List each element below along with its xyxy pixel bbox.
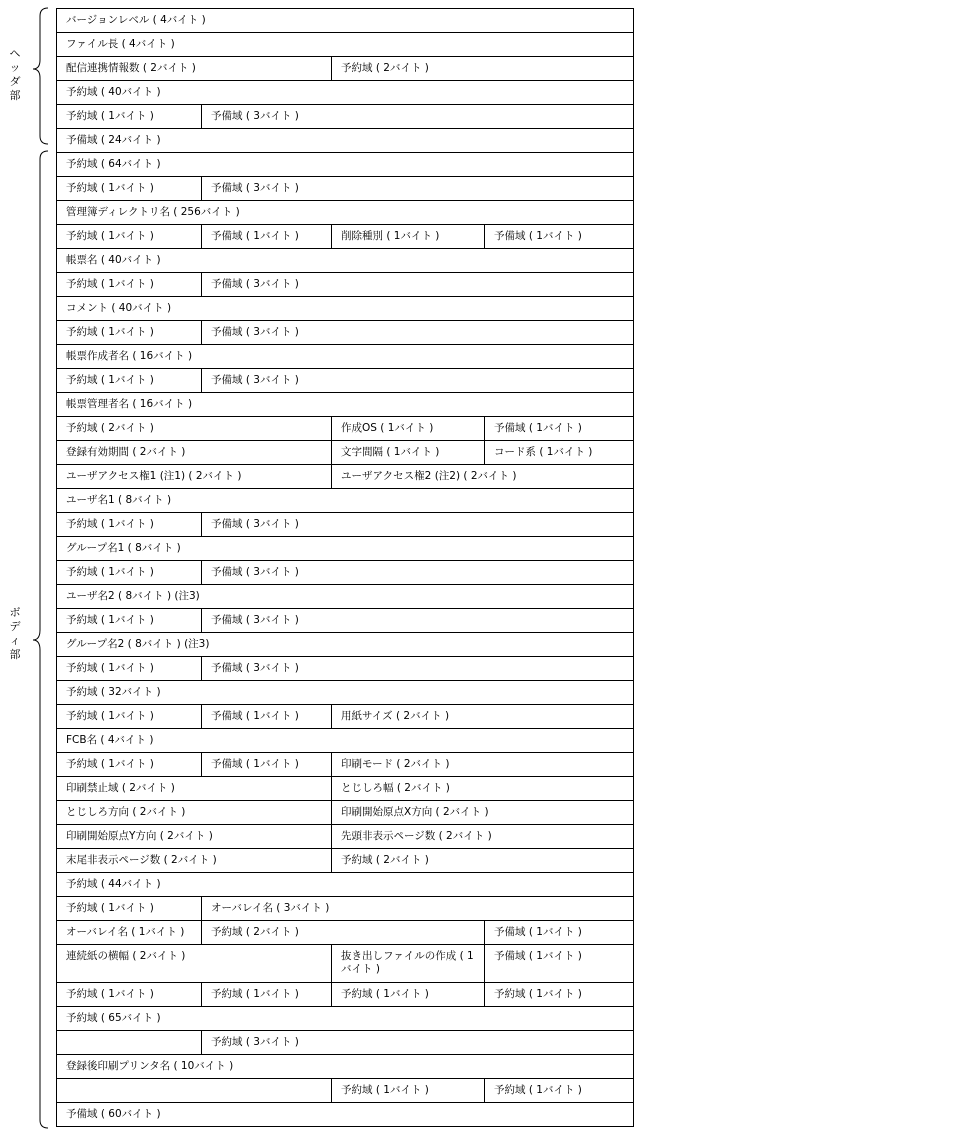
table-row <box>57 489 633 513</box>
table-row <box>57 609 633 633</box>
field-cell: 予備域 ( 1バイト ) <box>201 753 331 776</box>
body-section-bracket <box>0 150 56 1130</box>
empty-cell <box>57 1079 331 1102</box>
field-cell: 抜き出しファイルの作成 ( 1バイト ) <box>331 945 484 982</box>
field-cell: 登録有効期間 ( 2バイト ) <box>66 446 186 458</box>
field-cell: 予約域 ( 1バイト ) <box>331 983 484 1006</box>
field-cell: 予約域 ( 1バイト ) <box>66 182 154 194</box>
table-row <box>57 1103 633 1127</box>
table-row <box>57 297 633 321</box>
field-cell: 予約域 ( 1バイト ) <box>66 710 154 722</box>
field-cell: 予約域 ( 40バイト ) <box>66 86 161 98</box>
field-cell: 予約域 ( 1バイト ) <box>66 110 154 122</box>
field-cell: 予約域 ( 1バイト ) <box>484 1079 631 1102</box>
field-cell: 予約域 ( 1バイト ) <box>331 1079 484 1102</box>
table-row <box>57 681 633 705</box>
field-cell: ユーザアクセス権2 (注2) ( 2バイト ) <box>331 465 631 488</box>
field-cell: 予備域 ( 1バイト ) <box>484 945 631 982</box>
field-cell: 予備域 ( 3バイト ) <box>201 609 631 632</box>
field-cell: 予備域 ( 60バイト ) <box>66 1108 161 1120</box>
field-cell: 予備域 ( 3バイト ) <box>201 657 631 680</box>
table-row <box>57 129 633 153</box>
field-cell: 予約域 ( 2バイト ) <box>331 849 631 872</box>
table-row <box>57 369 633 393</box>
field-cell: 予約域 ( 1バイト ) <box>484 983 631 1006</box>
field-cell: 予約域 ( 64バイト ) <box>66 158 161 170</box>
table-row <box>57 801 633 825</box>
field-cell: 予約域 ( 1バイト ) <box>66 758 154 770</box>
field-cell: 予約域 ( 2バイト ) <box>66 422 154 434</box>
field-cell: 予備域 ( 3バイト ) <box>201 561 631 584</box>
field-cell: 予備域 ( 1バイト ) <box>484 225 631 248</box>
header-section-label: ヘッダ部 <box>9 47 21 102</box>
table-row <box>57 441 633 465</box>
table-row <box>57 513 633 537</box>
table-row <box>57 921 633 945</box>
table-row <box>57 81 633 105</box>
table-row <box>57 33 633 57</box>
field-cell: 予約域 ( 1バイト ) <box>66 988 154 1000</box>
field-cell: オーバレイ名 ( 1バイト ) <box>66 926 185 938</box>
field-cell: オーバレイ名 ( 3バイト ) <box>201 897 631 920</box>
table-row <box>57 393 633 417</box>
header-section-bracket <box>0 7 56 145</box>
field-cell: 削除種別 ( 1バイト ) <box>331 225 484 248</box>
table-row <box>57 633 633 657</box>
field-cell: 作成OS ( 1バイト ) <box>331 417 484 440</box>
field-cell: 末尾非表示ページ数 ( 2バイト ) <box>66 854 217 866</box>
field-cell: 印刷開始原点Y方向 ( 2バイト ) <box>66 830 213 842</box>
field-cell: コメント ( 40バイト ) <box>66 302 172 314</box>
field-cell: 予備域 ( 1バイト ) <box>484 921 631 944</box>
field-cell: 用紙サイズ ( 2バイト ) <box>331 705 631 728</box>
field-cell: 予約域 ( 1バイト ) <box>66 278 154 290</box>
field-cell: バージョンレベル ( 4バイト ) <box>66 14 206 26</box>
table-row <box>57 201 633 225</box>
table-row <box>57 249 633 273</box>
field-cell: 予約域 ( 65バイト ) <box>66 1012 161 1024</box>
field-cell: 予約域 ( 2バイト ) <box>201 921 484 944</box>
table-row <box>57 1055 633 1079</box>
table-row <box>57 465 633 489</box>
table-row <box>57 1031 633 1055</box>
field-cell: 予約域 ( 32バイト ) <box>66 686 161 698</box>
table-row <box>57 729 633 753</box>
field-cell: 予約域 ( 1バイト ) <box>66 566 154 578</box>
field-cell: 予備域 ( 1バイト ) <box>201 225 331 248</box>
field-cell: 予約域 ( 1バイト ) <box>66 614 154 626</box>
field-cell: コード系 ( 1バイト ) <box>484 441 631 464</box>
field-cell: 予約域 ( 1バイト ) <box>66 230 154 242</box>
table-row <box>57 777 633 801</box>
table-row <box>57 897 633 921</box>
table-row <box>57 57 633 81</box>
field-cell: 予約域 ( 1バイト ) <box>66 374 154 386</box>
field-cell: ファイル長 ( 4バイト ) <box>66 38 175 50</box>
table-row <box>57 983 633 1007</box>
field-cell: 印刷モード ( 2バイト ) <box>331 753 631 776</box>
field-cell: 予約域 ( 3バイト ) <box>201 1031 631 1054</box>
table-row <box>57 9 633 33</box>
field-cell: 予約域 ( 2バイト ) <box>331 57 631 80</box>
field-cell: 連続紙の横幅 ( 2バイト ) <box>66 950 186 962</box>
field-cell: 帳票管理者名 ( 16バイト ) <box>66 398 193 410</box>
table-row <box>57 273 633 297</box>
table-row <box>57 1079 633 1103</box>
table-row <box>57 825 633 849</box>
field-cell: グループ名2 ( 8バイト ) (注3) <box>66 638 210 650</box>
table-row <box>57 225 633 249</box>
record-format-table <box>56 8 634 1127</box>
table-row <box>57 345 633 369</box>
table-row <box>57 1007 633 1031</box>
field-cell: 予備域 ( 1バイト ) <box>484 417 631 440</box>
field-cell: 予備域 ( 3バイト ) <box>201 369 631 392</box>
table-row <box>57 105 633 129</box>
field-cell: とじしろ幅 ( 2バイト ) <box>331 777 631 800</box>
field-cell: 予備域 ( 1バイト ) <box>201 705 331 728</box>
table-row <box>57 321 633 345</box>
field-cell: 予備域 ( 3バイト ) <box>201 105 631 128</box>
field-cell: 管理簿ディレクトリ名 ( 256バイト ) <box>66 206 240 218</box>
table-row <box>57 705 633 729</box>
table-row <box>57 537 633 561</box>
field-cell: 印刷禁止域 ( 2バイト ) <box>66 782 175 794</box>
field-cell: 印刷開始原点X方向 ( 2バイト ) <box>331 801 631 824</box>
field-cell: 予備域 ( 3バイト ) <box>201 513 631 536</box>
field-cell: 予約域 ( 1バイト ) <box>66 326 154 338</box>
table-row <box>57 945 633 983</box>
field-cell: 先頭非表示ページ数 ( 2バイト ) <box>331 825 631 848</box>
field-cell: 登録後印刷プリンタ名 ( 10バイト ) <box>66 1060 234 1072</box>
body-section-label: ボディ部 <box>9 606 21 661</box>
field-cell: 予約域 ( 1バイト ) <box>201 983 331 1006</box>
table-row <box>57 873 633 897</box>
field-cell: グループ名1 ( 8バイト ) <box>66 542 181 554</box>
field-cell: 帳票名 ( 40バイト ) <box>66 254 161 266</box>
table-row <box>57 417 633 441</box>
field-cell: ユーザ名2 ( 8バイト ) (注3) <box>66 590 200 602</box>
field-cell: 予約域 ( 1バイト ) <box>66 662 154 674</box>
field-cell: 文字間隔 ( 1バイト ) <box>331 441 484 464</box>
field-cell: ユーザ名1 ( 8バイト ) <box>66 494 172 506</box>
table-row <box>57 153 633 177</box>
table-row <box>57 849 633 873</box>
field-cell: FCB名 ( 4バイト ) <box>66 734 154 746</box>
table-row <box>57 657 633 681</box>
field-cell: 予約域 ( 1バイト ) <box>66 518 154 530</box>
field-cell: とじしろ方向 ( 2バイト ) <box>66 806 186 818</box>
field-cell: 帳票作成者名 ( 16バイト ) <box>66 350 193 362</box>
table-row <box>57 753 633 777</box>
table-row <box>57 585 633 609</box>
field-cell: 予備域 ( 3バイト ) <box>201 273 631 296</box>
field-cell: 予備域 ( 3バイト ) <box>201 321 631 344</box>
field-cell: ユーザアクセス権1 (注1) ( 2バイト ) <box>66 470 242 482</box>
field-cell: 予約域 ( 44バイト ) <box>66 878 161 890</box>
empty-cell <box>57 1031 201 1054</box>
table-row <box>57 561 633 585</box>
field-cell: 予備域 ( 3バイト ) <box>201 177 631 200</box>
field-cell: 予備域 ( 24バイト ) <box>66 134 161 146</box>
field-cell: 配信連携情報数 ( 2バイト ) <box>66 62 196 74</box>
field-cell: 予約域 ( 1バイト ) <box>66 902 154 914</box>
table-row <box>57 177 633 201</box>
